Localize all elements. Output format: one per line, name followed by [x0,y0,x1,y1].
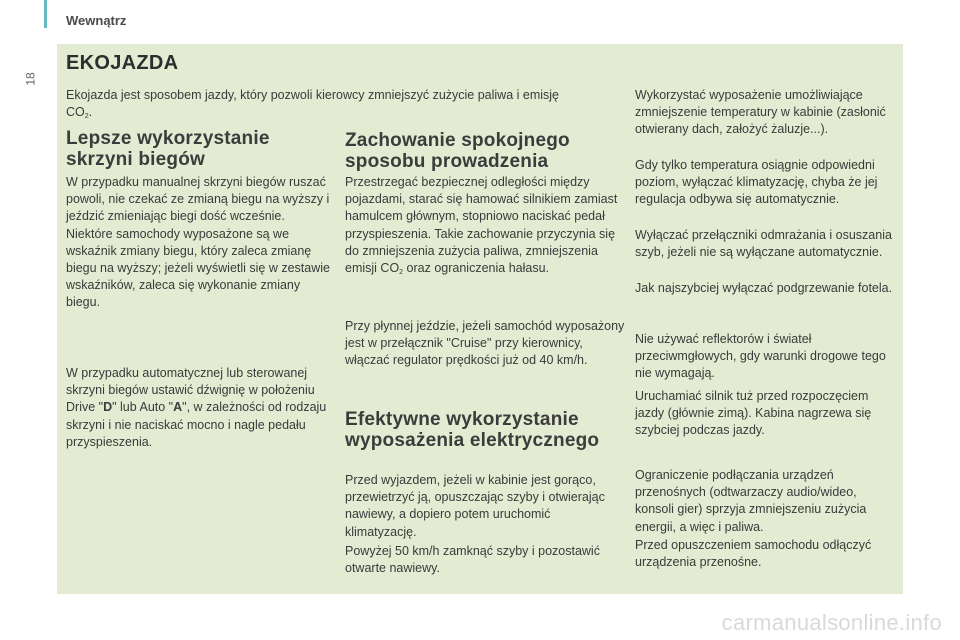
section-title: Wewnątrz [66,13,127,28]
watermark: carmanualsonline.info [721,610,942,635]
paragraph-windows: Powyżej 50 km/h zamknąć szyby i pozostawić otwarte nawiewy. [345,544,600,576]
paragraph-manual-gearbox: W przypadku manualnej skrzyni biegów ruszać powoli, nie czekać ze zmianą biegu na wyższy i jeździć zmieniając biegi dość wcześnie. Niektóre samochody wyposażone są we wskaźnik zmiany biegu, który zaleca zmianę biegu na wyższy; jeżeli wyświetli się w zestawie wskaźników, zaleca się wykonanie zmiany biegu. [66,175,330,310]
section-accent-bar [44,0,47,28]
paragraph-disconnect-devices: Przed opuszczeniem samochodu odłączyć urządzenia przenośne. [635,538,872,570]
intro-paragraph: Ekojazda jest sposobem jazdy, który pozwoli kierowcy zmniejszyć zużycie paliwa i emisję $CO_2$. [66,88,560,121]
paragraph-air-conditioning: Gdy tylko temperatura osiągnie odpowiedni poziom, wyłączać klimatyzację, chyba że jej regulacja odbywa się automatycznie. [635,158,878,207]
paragraph-defrost: Wyłączać przełączniki odmrażania i osuszania szyb, jeżeli nie są wyłączane automatycznie. [635,228,892,260]
heading-electrical-equipment: Efektywne wykorzystanie wyposażenia elektrycznego [345,409,600,451]
paragraph-safe-distance: Przestrzegać bezpiecznej odległości między pojazdami, starać się hamować silnikiem zamiast hamulcem głównym, stopniowo naciskać pedał przyspieszenia. Takie zachowanie przyczynia się do zmniejszenia zużycia paliwa, zmniejszenia emisji $CO_2$ oraz ograniczenia hałasu. [345,175,618,277]
page-number: 18 [23,72,38,86]
paragraph-seat-heating: Jak najszybciej wyłączać podgrzewanie fotela. [635,281,893,295]
paragraph-cruise-control: Przy płynnej jeździe, jeżeli samochód wyposażony jest w przełącznik "Cruise" przy kierownicy, włączać regulator prędkości już od 40 km/h. [345,319,625,368]
paragraph-portable-devices: Ograniczenie podłączania urządzeń przenośnych (odtwarzaczy audio/wideo, konsoli gier) sprzyja zmniejszeniu zużycia energii, a więc i paliwa. [635,468,867,534]
paragraph-engine-start: Uruchamiać silnik tuż przed rozpoczęciem jazdy (głównie zimą). Kabina nagrzewa się szybciej podczas jazdy. [635,389,872,438]
paragraph-fog-lights: Nie używać reflektorów i świateł przeciwmgłowych, gdy warunki drogowe tego nie wymagają. [635,332,886,381]
paragraph-ventilation: Przed wyjazdem, jeżeli w kabinie jest gorąco, przewietrzyć ją, opuszczając szyby i otwierając nawiewy, a dopiero potem uruchomić klimatyzację. [345,473,605,539]
paragraph-reduce-temperature: Wykorzystać wyposażenie umożliwiające zmniejszenie temperatury w kabinie (zasłonić otwierany dach, założyć żaluzje...). [635,88,886,137]
heading-calm-driving: Zachowanie spokojnego sposobu prowadzenia [345,130,570,172]
heading-gear-usage: Lepsze wykorzystanie skrzyni biegów [66,128,270,170]
page-title: EKOJAZDA [66,52,179,74]
paragraph-automatic-gearbox: W przypadku automatycznej lub sterowanej skrzyni biegów ustawić dźwignię w położeniu Drive "D" lub Auto "A", w zależności od rodzaju skrzyni i nie naciskać mocno i nagle pedału przyspieszenia. [66,366,327,449]
